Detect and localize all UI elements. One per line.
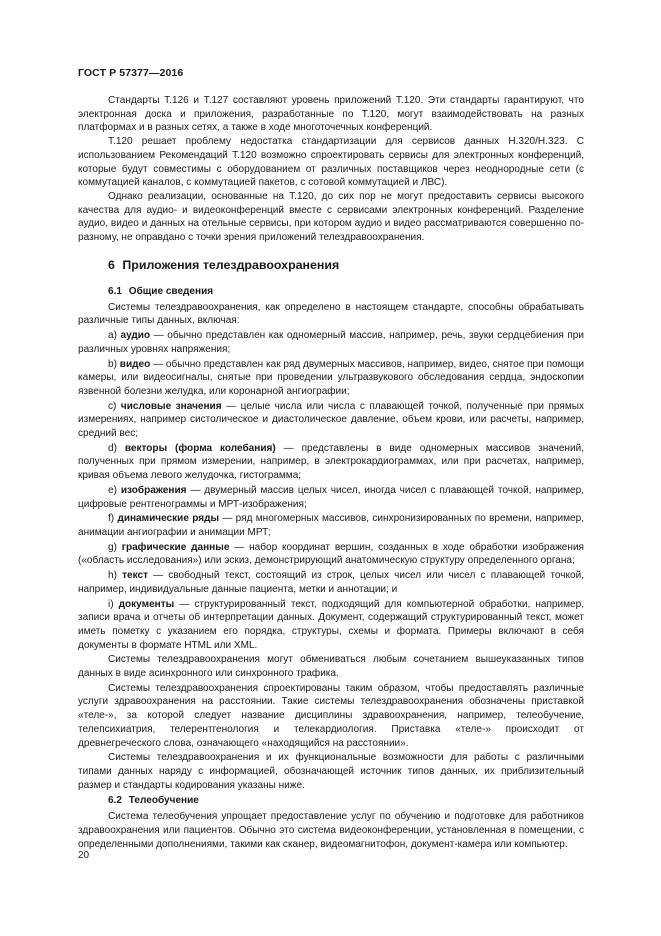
- term: числовые значения: [120, 400, 222, 412]
- list-item: a) аудио — обычно представлен как одномерный массив, например, речь, звуки сердцебиения при различных уровнях напряжения;: [78, 330, 584, 355]
- paragraph: Системы телездравоохранения, как определено в настоящем стандарте, способны обрабатывать различные типы данных, включая:: [78, 301, 584, 327]
- term: динамические ряды: [117, 513, 220, 525]
- list-item: d) векторы (форма колебания) — представлены в виде одномерных массивов значений, полученных при прямом измерении, например, в электрокардиограммах, или при расчетах, например, кривая объема левого желудочка, гистограмма;: [78, 442, 584, 482]
- list-item: e) изображения — двумерный массив целых чисел, иногда чисел с плавающей точкой, например, цифровые рентгенограммы и МРТ-изображения;: [78, 484, 584, 510]
- paragraph: Системы телездравоохранения и их функциональные возможности для работы с различными типами данных наряду с информацией, обозначающей источник типов данных, их приблизительный размер и стандарты кодирования указаны ниже.: [78, 752, 584, 791]
- section-heading: [78, 258, 584, 273]
- paragraph: Т.120 решает проблему недостатка стандартизации для сервисов данных Н.320/Н.323. С использованием Рекомендаций Т.120 возможно спроектировать сервисы для электронных конференций, которые будут совместимы с оборудованием от различных поставщиков через неоднородные сети (с коммутацией каналов, с коммутацией пакетов, с сотовой коммутацией и ЛВС).: [78, 136, 584, 189]
- section-number: 6: [108, 257, 115, 272]
- subsection-number: 6.1: [108, 285, 122, 297]
- list-item: i) документы — структурированный текст, подходящий для компьютерной обработки, например, записи врача и отчеты об интерпретации данных. Документ, содержащий структурированный текст, может иметь пометку с указанием его порядка, структуры, схемы и формата. Примеры включают в себя документы в формате HTML или XML.: [78, 598, 584, 651]
- term: видео: [119, 358, 151, 370]
- list-item: b) видео — обычно представлен как ряд двумерных массивов, например, видео, снятое при помощи камеры, или видеосигналы, снятые при проведении ультразвукового обследования сердца, эндоскопии язвенной болезни желудка, или коронарной ангиографии;: [78, 358, 584, 397]
- list-item: h) текст — свободный текст, состоящий из строк, целых чисел или чисел с плавающей точкой, например, индивидуальные данные пациента, метки и аннотации; и: [78, 570, 584, 595]
- subsection-number: 6.2: [108, 795, 122, 807]
- document-body: [78, 94, 584, 851]
- term: графические данные: [121, 541, 230, 553]
- paragraph: Системы телездравоохранения спроектированы таким образом, чтобы предоставлять различные услуги здравоохранения на расстоянии. Такие системы телездравоохранения обозначены приставкой «теле-», за которой следует название дисциплины здравоохранения, например, телеобучение, телепсихиатрия, телерентгенология и телекардиология. Приставка «теле-» происходит от древнегреческого слова, означающего «находящийся на расстоянии».: [78, 682, 584, 749]
- subsection-title: Телеобучение: [128, 795, 199, 807]
- term: векторы (форма колебания): [124, 442, 276, 454]
- paragraph: Система телеобучения упрощает предоставление услуг по обучению и подготовке для работников здравоохранения или пациентов. Обычно это система видеоконференции, установленная в помещении, с определенными дополнениями, такими как сканер, видеомагнитофон, документ-камера или компьютер.: [78, 811, 584, 850]
- list-item: f) динамические ряды — ряд многомерных массивов, синхронизированных по времени, например, анимации ангиографии и анимации МРТ;: [78, 513, 584, 538]
- subsection-heading: [78, 794, 584, 808]
- document-header: ГОСТ Р 57377—2016: [78, 67, 184, 79]
- term: текст: [122, 570, 148, 582]
- subsection-heading: [78, 285, 584, 299]
- term: изображения: [120, 484, 187, 496]
- subsection-title: Общие сведения: [128, 285, 214, 297]
- term: аудио: [120, 330, 151, 342]
- term: документы: [118, 598, 175, 610]
- paragraph: Однако реализации, основанные на Т.120, до сих пор не могут предоставить сервисы высокого качества для аудио- и видеоконференций вместе с сервисами электронных конференций. Разделение аудио, видео и данных на отельные сервисы, при котором аудио и видео рассматриваются совершенно по-разному, не оправдано с точки зрения приложений телездравоохранения.: [78, 190, 584, 244]
- paragraph: Стандарты Т.126 и Т.127 составляют уровень приложений Т.120. Эти стандарты гарантируют, что электронная доска и приложения, разработанные по Т.120, могут взаимодействовать на разных платформах и в разных сетях, а также в ходе многоточечных конференций.: [78, 95, 584, 134]
- paragraph: Системы телездравоохранения могут обмениваться любым сочетанием вышеуказанных типов данных в виде асинхронного или синхронного трафика.: [78, 654, 584, 680]
- section-title: Приложения телездравоохранения: [122, 257, 340, 272]
- list-item: g) графические данные — набор координат вершин, созданных в ходе обработки изображения («область исследования») или эскиз, демонстрирующий анатомическую структуру определенного органа;: [78, 541, 584, 567]
- page-number: 20: [78, 850, 90, 861]
- list-item: c) числовые значения — целые числа или числа с плавающей точкой, полученные при прямых измерениях, например систолическое и диастолическое давление, объем крови, или расчеты, например, средний вес;: [78, 400, 585, 440]
